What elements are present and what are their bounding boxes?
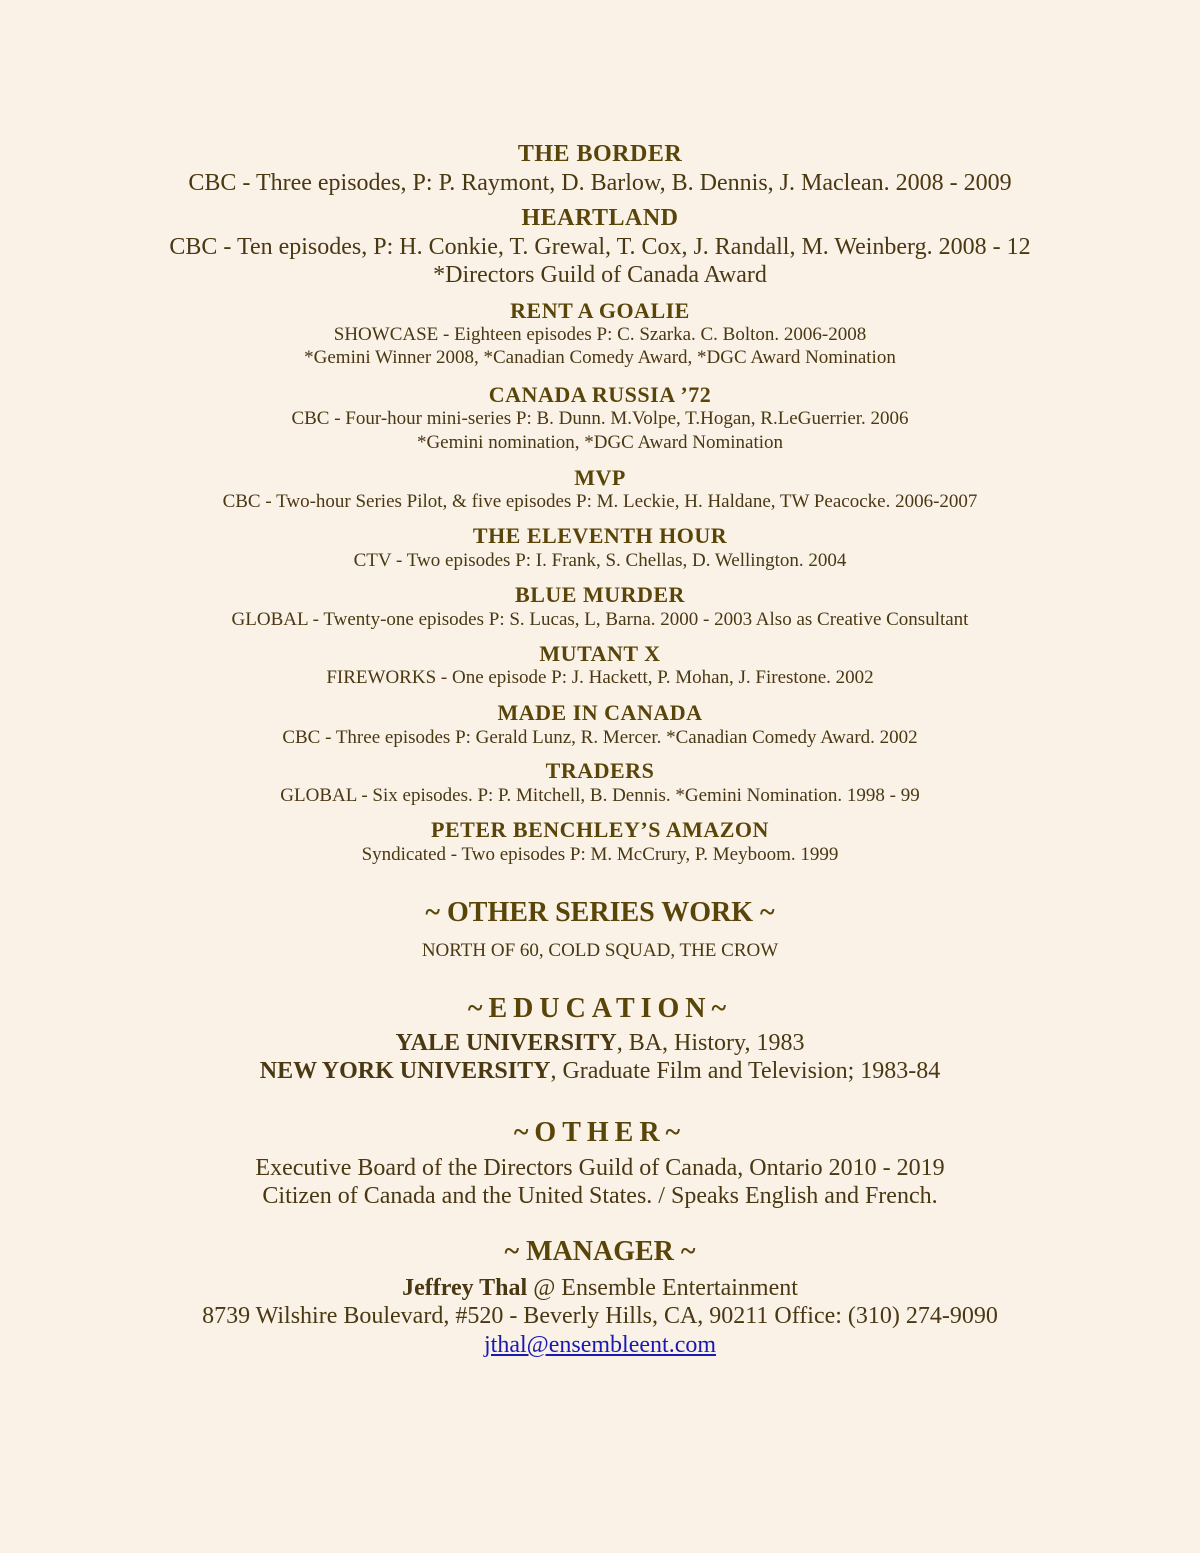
credit-title-mvp: MVP: [574, 465, 626, 490]
section-heading-education: ~EDUCATION~: [467, 993, 733, 1024]
section-heading-manager: ~ MANAGER ~: [504, 1236, 696, 1267]
credit-detail-the-border: CBC - Three episodes, P: P. Raymont, D. Barlow, B. Dennis, J. Maclean. 2008 - 2009: [188, 170, 1012, 196]
credit-detail-traders: GLOBAL - Six episodes. P: P. Mitchell, B. Dennis. *Gemini Nomination. 1998 - 99: [280, 785, 920, 806]
credit-award-canada-russia-72: *Gemini nomination, *DGC Award Nomination: [416, 432, 784, 453]
manager-name: Jeffrey Thal: [402, 1275, 528, 1301]
credit-award-heartland: *Directors Guild of Canada Award: [433, 262, 767, 288]
credit-detail-made-in-canada: CBC - Three episodes P: Gerald Lunz, R. Mercer. *Canadian Comedy Award. 2002: [282, 727, 918, 748]
credit-award-rent-a-goalie: *Gemini Winner 2008, *Canadian Comedy Award, *DGC Award Nomination: [304, 347, 896, 368]
credit-detail-canada-russia-72: CBC - Four-hour mini-series P: B. Dunn. M.Volpe, T.Hogan, R.LeGuerrier. 2006: [291, 408, 909, 429]
other-line-dgc-board: Executive Board of the Directors Guild of Canada, Ontario 2010 - 2019: [255, 1155, 945, 1181]
credit-title-canada-russia-72: CANADA RUSSIA ’72: [488, 382, 712, 407]
credit-detail-heartland: CBC - Ten episodes, P: H. Conkie, T. Grewal, T. Cox, J. Randall, M. Weinberg. 2008 - 12: [169, 234, 1031, 260]
manager-address: 8739 Wilshire Boulevard, #520 - Beverly Hills, CA, 90211 Office: (310) 274-9090: [202, 1303, 998, 1329]
other-line-citizenship: Citizen of Canada and the United States. / Speaks English and French.: [262, 1183, 938, 1209]
credit-title-heartland: HEARTLAND: [521, 205, 679, 231]
credit-detail-mvp: CBC - Two-hour Series Pilot, & five episodes P: M. Leckie, H. Haldane, TW Peacocke. 2006-2007: [222, 491, 978, 512]
education-detail: , BA, History, 1983: [616, 1030, 805, 1056]
manager-company: @ Ensemble Entertainment: [527, 1275, 798, 1301]
manager-email-row: [0, 1331, 1200, 1359]
education-item-yale: [0, 1029, 1200, 1057]
credit-title-blue-murder: BLUE MURDER: [515, 582, 685, 607]
credit-title-the-eleventh-hour: THE ELEVENTH HOUR: [472, 523, 728, 548]
credit-detail-rent-a-goalie: SHOWCASE - Eighteen episodes P: C. Szarka. C. Bolton. 2006-2008: [333, 324, 867, 345]
credit-detail-blue-murder: GLOBAL - Twenty-one episodes P: S. Lucas, L, Barna. 2000 - 2003 Also as Creative Consultant: [231, 609, 969, 630]
manager-contact: [0, 1274, 1200, 1302]
credit-detail-peter-benchleys-amazon: Syndicated - Two episodes P: M. McCrury, P. Meyboom. 1999: [361, 844, 839, 865]
credit-title-the-border: THE BORDER: [517, 141, 683, 167]
education-detail: , Graduate Film and Television; 1983-84: [550, 1058, 941, 1084]
credit-detail-the-eleventh-hour: CTV - Two episodes P: I. Frank, S. Chellas, D. Wellington. 2004: [353, 550, 847, 571]
credit-title-mutant-x: MUTANT X: [539, 641, 661, 666]
section-heading-other-series-work: ~ OTHER SERIES WORK ~: [425, 897, 775, 928]
manager-email-link[interactable]: jthal@ensembleent.com: [483, 1332, 717, 1358]
credit-title-made-in-canada: MADE IN CANADA: [497, 700, 703, 725]
credit-detail-mutant-x: FIREWORKS - One episode P: J. Hackett, P. Mohan, J. Firestone. 2002: [326, 667, 874, 688]
credit-title-traders: TRADERS: [545, 758, 655, 783]
credit-title-peter-benchleys-amazon: PETER BENCHLEY’S AMAZON: [431, 817, 769, 842]
credit-title-rent-a-goalie: RENT A GOALIE: [510, 298, 690, 323]
education-school: YALE UNIVERSITY: [395, 1030, 617, 1056]
section-heading-other: ~OTHER~: [513, 1117, 687, 1148]
other-series-list: NORTH OF 60, COLD SQUAD, THE CROW: [421, 940, 779, 961]
education-school: NEW YORK UNIVERSITY: [259, 1058, 551, 1084]
education-item-nyu: [0, 1057, 1200, 1085]
